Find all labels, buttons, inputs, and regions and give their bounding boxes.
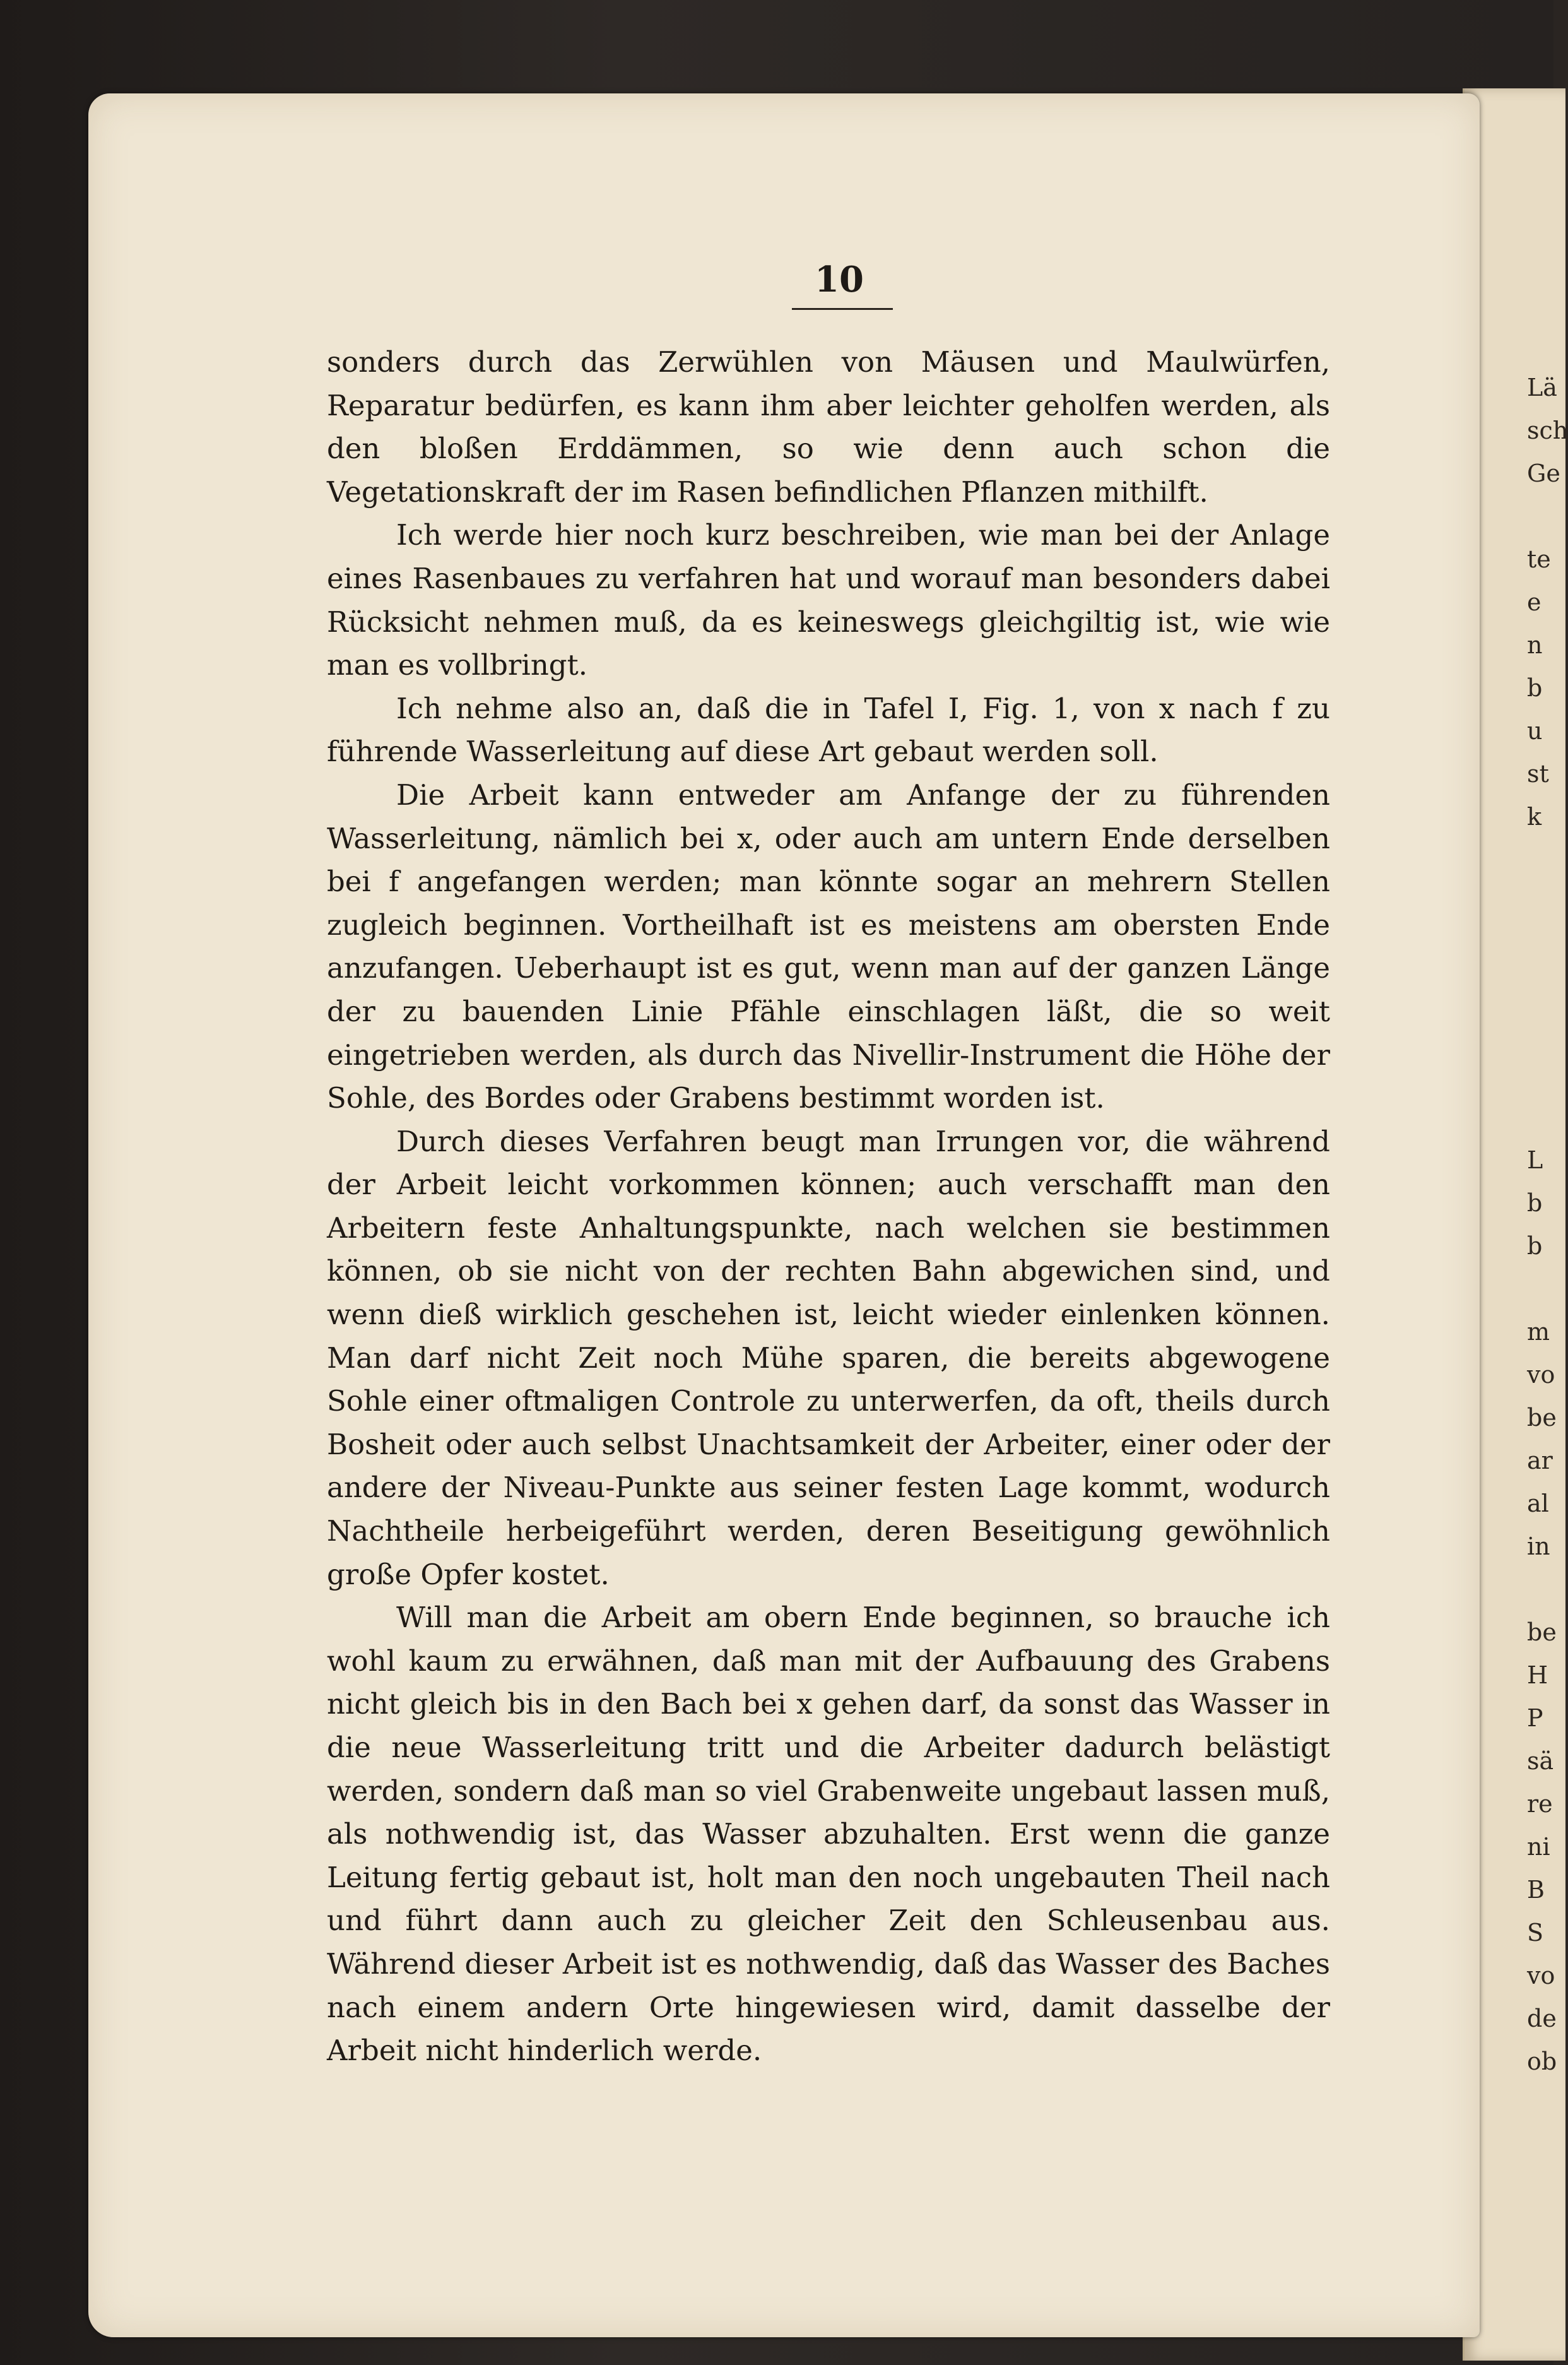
adjacent-fragment-line: S	[1527, 1919, 1544, 1947]
adjacent-fragment-line: sch	[1527, 417, 1568, 444]
adjacent-fragment-line: al	[1527, 1490, 1549, 1517]
adjacent-fragment-line: n	[1527, 631, 1543, 659]
page-number-rule	[792, 308, 893, 310]
adjacent-fragment-line: Lä	[1527, 374, 1557, 401]
adjacent-fragment-line	[1527, 838, 1553, 881]
adjacent-fragment-line	[1527, 1568, 1553, 1611]
adjacent-fragment-line: re	[1527, 1790, 1553, 1818]
adjacent-fragment-line: sä	[1527, 1747, 1554, 1775]
adjacent-fragment-line: ni	[1527, 1833, 1550, 1861]
adjacent-fragment-line	[1527, 924, 1553, 967]
adjacent-fragment-line	[1527, 1010, 1553, 1053]
adjacent-fragment-line: b	[1527, 1232, 1543, 1260]
adjacent-fragment-line: ar	[1527, 1447, 1553, 1474]
paragraph-3: Ich nehme also an, daß die in Tafel I, Fig. 1, von x nach f zu führende Wasserleitung auf diese Art gebaut werden soll.	[327, 691, 1330, 769]
page-number: 10	[815, 259, 864, 300]
paragraph-4: Die Arbeit kann entweder am Anfange der zu führenden Wasserleitung, nämlich bei x, oder auch am untern Ende derselben bei f angefangen werden; man könnte sogar an mehrern Stellen zugleich beginnen. Vortheilhaft ist es meistens am obersten Ende anzufangen. Ueberhaupt ist es gut, wenn man auf der ganzen Länge der zu bauenden Linie Pfähle einschlagen läßt, die so weit eingetrieben werden, als durch das Nivellir-Instrument die Höhe der Sohle, des Bordes oder Grabens bestimmt worden ist.	[327, 778, 1330, 1115]
adjacent-page-text-fragments	[1527, 366, 1568, 2083]
adjacent-fragment-line: B	[1527, 1876, 1545, 1904]
paragraph-6: Will man die Arbeit am obern Ende beginnen, so brauche ich wohl kaum zu erwähnen, daß man mit der Aufbauung des Grabens nicht gleich bis in den Bach bei x gehen darf, da sonst das Wasser in die neue Wasserleitung tritt und die Arbeiter dadurch belästigt werden, sondern daß man so viel Grabenweite ungebaut lassen muß, als nothwendig ist, das Wasser abzuhalten. Erst wenn die ganze Leitung fertig gebaut ist, holt man den noch ungebauten Theil nach und führt dann auch zu gleicher Zeit den Schleusenbau aus. Während dieser Arbeit ist es nothwendig, daß das Wasser des Baches nach einem andern Orte hingewiesen wird, damit dasselbe der Arbeit nicht hinderlich werde.	[327, 1601, 1330, 2068]
adjacent-fragment-line: ob	[1527, 2048, 1557, 2075]
adjacent-fragment-line: vo	[1527, 1962, 1555, 1989]
adjacent-fragment-line: be	[1527, 1404, 1557, 1431]
adjacent-fragment-line: be	[1527, 1618, 1557, 1646]
adjacent-fragment-line	[1527, 1267, 1553, 1310]
paragraph-2: Ich werde hier noch kurz beschreiben, wie man bei der Anlage eines Rasenbaues zu verfahren hat und worauf man besonders dabei Rücksicht nehmen muß, da es keineswegs gleichgiltig ist, wie wie man es vollbringt.	[327, 518, 1330, 682]
adjacent-fragment-line	[1527, 881, 1553, 924]
adjacent-fragment-line	[1527, 495, 1553, 538]
adjacent-fragment-line: vo	[1527, 1361, 1555, 1389]
adjacent-fragment-line: L	[1527, 1146, 1543, 1174]
adjacent-fragment-line	[1527, 1096, 1553, 1139]
adjacent-fragment-line: b	[1527, 674, 1543, 702]
adjacent-fragment-line: in	[1527, 1532, 1550, 1560]
adjacent-fragment-line: u	[1527, 717, 1543, 745]
adjacent-fragment-line: st	[1527, 760, 1549, 788]
paragraph-1: sonders durch das Zerwühlen von Mäusen und Maulwürfen, Reparatur bedürfen, es kann ihm aber leichter geholfen werden, als den bloßen Erddämmen, so wie denn auch schon die Vegetationskraft der im Rasen befindlichen Pflanzen mithilft.	[327, 345, 1330, 509]
adjacent-fragment-line: k	[1527, 803, 1542, 831]
adjacent-fragment-line: H	[1527, 1661, 1548, 1689]
adjacent-fragment-line: b	[1527, 1189, 1543, 1217]
adjacent-fragment-line: Ge	[1527, 459, 1560, 487]
adjacent-fragment-line	[1527, 1053, 1553, 1096]
adjacent-fragment-line: e	[1527, 588, 1541, 616]
adjacent-fragment-line: te	[1527, 545, 1551, 573]
adjacent-fragment-line: de	[1527, 2005, 1557, 2032]
adjacent-fragment-line	[1527, 967, 1553, 1010]
adjacent-fragment-line: m	[1527, 1318, 1550, 1346]
body-text	[327, 341, 1330, 2073]
paragraph-5: Durch dieses Verfahren beugt man Irrungen vor, die während der Arbeit leicht vorkommen können; auch verschafft man den Arbeitern feste Anhaltungspunkte, nach welchen sie bestimmen können, ob sie nicht von der rechten Bahn abgewichen sind, und wenn dieß wirklich geschehen ist, leicht wieder einlenken können. Man darf nicht Zeit noch Mühe sparen, die bereits abgewogene Sohle einer oftmaligen Controle zu unterwerfen, da oft, theils durch Bosheit oder auch selbst Unachtsamkeit der Arbeiter, einer oder der andere der Niveau-Punkte aus seiner festen Lage kommt, wodurch Nachtheile herbeigeführt werden, deren Beseitigung gewöhnlich große Opfer kostet.	[327, 1124, 1330, 1591]
adjacent-fragment-line: P	[1527, 1704, 1543, 1732]
